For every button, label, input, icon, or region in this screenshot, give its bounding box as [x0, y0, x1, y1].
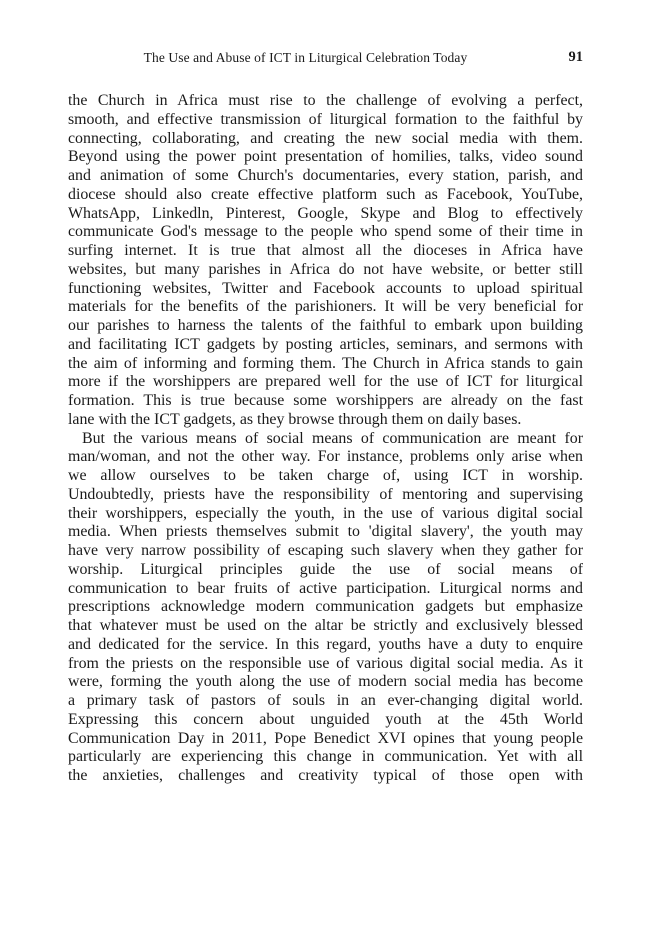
text-line: lane with the ICT gadgets, as they browse through them on daily bases.: [68, 410, 522, 428]
text-line: the aim of informing and forming them. The Church in Africa stands to gain: [68, 354, 583, 372]
text-line: our parishes to harness the talents of the faithful to embark upon building: [68, 317, 583, 334]
running-head: [68, 50, 583, 72]
text-line: that whatever must be used on the altar be strictly and exclusively blessed: [68, 617, 583, 634]
paragraph-1: [68, 92, 583, 430]
body-text: [68, 92, 583, 786]
text-line: Beyond using the power point presentation of homilies, talks, video sound: [68, 148, 583, 166]
text-line: the anxieties, challenges and creativity typical of those open with: [68, 767, 583, 784]
text-line: more if the worshippers are prepared well for the use of ICT for liturgical: [68, 373, 583, 391]
text-line: connecting, collaborating, and creating the new social media with them.: [68, 129, 583, 147]
text-line: functioning websites, Twitter and Facebook accounts to upload spiritual: [68, 279, 583, 297]
running-title: The Use and Abuse of ICT in Liturgical Celebration Today: [143, 50, 468, 65]
text-line: Undoubtedly, priests have the responsibility of mentoring and supervising: [68, 485, 583, 503]
text-line: and animation of some Church's documentaries, every station, parish, and: [68, 167, 583, 184]
text-line: particularly are experiencing this change in communication. Yet with all: [68, 748, 583, 766]
text-line: were, forming the youth along the use of modern social media has become: [68, 673, 583, 691]
text-line: and dedicated for the service. In this regard, youths have a duty to enquire: [68, 635, 583, 653]
text-line: formation. This is true because some worshippers are already on the fast: [68, 392, 583, 409]
text-line: worship. Liturgical principles guide the use of social means of: [68, 560, 583, 578]
page-number: 91: [568, 49, 583, 65]
text-line: from the priests on the responsible use of various digital social media. As it: [68, 654, 583, 672]
text-line: the Church in Africa must rise to the challenge of evolving a perfect,: [68, 92, 583, 109]
text-line: their worshippers, especially the youth, in the use of various digital social: [68, 504, 583, 522]
text-line: communication to bear fruits of active participation. Liturgical norms and: [68, 579, 583, 597]
text-line: man/woman, and not the other way. For instance, problems only arise when: [68, 448, 583, 466]
text-line: prescriptions acknowledge modern communication gadgets but emphasize: [68, 598, 583, 616]
text-line: surfing internet. It is true that almost all the dioceses in Africa have: [68, 242, 583, 259]
text-line: websites, but many parishes in Africa do not have website, or better still: [68, 260, 583, 278]
text-line: communicate God's message to the people who spend some of their time in: [68, 223, 583, 241]
text-line: Communication Day in 2011, Pope Benedict XVI opines that young people: [68, 729, 583, 747]
text-line: we allow ourselves to be taken charge of, using ICT in worship.: [68, 467, 583, 484]
text-line: a primary task of pastors of souls in an ever-changing digital world.: [68, 692, 583, 709]
text-line: have very narrow possibility of escaping such slavery when they gather for: [68, 542, 583, 559]
text-line: media. When priests themselves submit to 'digital slavery', the youth may: [68, 523, 583, 541]
text-line: and facilitating ICT gadgets by posting articles, seminars, and sermons with: [68, 335, 583, 353]
text-line: WhatsApp, Linkedln, Pinterest, Google, Skype and Blog to effectively: [68, 204, 583, 222]
text-line: But the various means of social means of communication are meant for: [82, 429, 583, 447]
text-line: smooth, and effective transmission of liturgical formation to the faithful by: [68, 110, 583, 128]
text-line: diocese should also create effective platform such as Facebook, YouTube,: [68, 185, 583, 203]
paragraph-2: [68, 430, 583, 786]
text-line: materials for the benefits of the parishioners. It will be very beneficial for: [68, 298, 583, 316]
text-line: Expressing this concern about unguided youth at the 45th World: [68, 710, 583, 728]
